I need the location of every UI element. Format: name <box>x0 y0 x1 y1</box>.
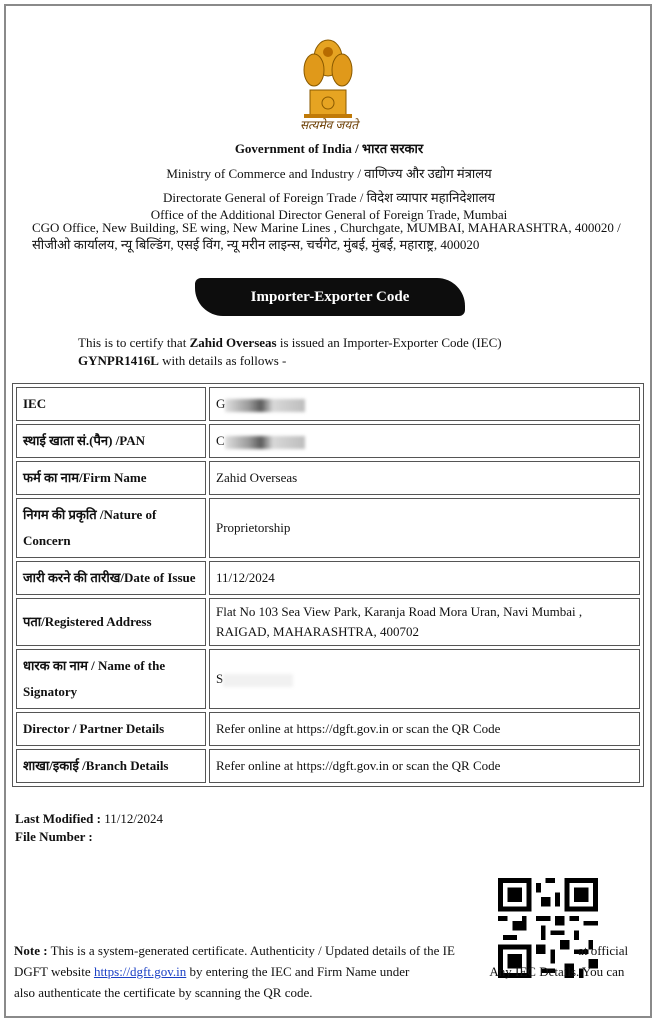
row-label: शाखा/इकाई /Branch Details <box>16 749 206 783</box>
table-row <box>16 598 640 646</box>
office: Office of the Additional Director General of Foreign Trade, Mumbai <box>150 207 508 222</box>
table-row <box>16 712 640 746</box>
row-label: IEC <box>16 387 206 421</box>
government-title: Government of India / भारत सरकार <box>234 141 424 156</box>
table-row <box>16 424 640 458</box>
row-value: C <box>209 424 640 458</box>
table-row <box>16 649 640 709</box>
dgft-link[interactable]: https://dgft.gov.in <box>93 964 187 979</box>
row-label: स्थाई खाता सं.(पैन) /PAN <box>16 424 206 458</box>
ministry: Ministry of Commerce and Industry / वाणिज्य और उद्योग मंत्रालय <box>166 166 492 181</box>
file-meta: Last Modified : 11/12/2024 File Number : <box>15 811 163 844</box>
row-label: पता/Registered Address <box>16 598 206 646</box>
certificate-title: Importer-Exporter Code <box>195 278 465 316</box>
table-row <box>16 387 640 421</box>
row-label: Director / Partner Details <box>16 712 206 746</box>
note: Note : This is a system-generated certificate. Authenticity / Updated details of the IE at official DGFT website https://dgft.gov.in by entering the IEC and Firm Name under Any IEC Details. You can also authenticate the certificate by scanning the QR code. <box>14 943 629 1000</box>
row-value: Zahid Overseas <box>209 461 640 495</box>
row-label: धारक का नाम / Name of the Signatory <box>16 649 206 709</box>
row-value: Proprietorship <box>209 498 640 558</box>
table-row <box>16 561 640 595</box>
motto: सत्यमेव जयते <box>299 118 359 132</box>
row-value: 11/12/2024 <box>209 561 640 595</box>
office-address: CGO Office, New Building, SE wing, New Marine Lines , Churchgate, MUMBAI, MAHARASHTRA, 400020 / सीजीओ कार्यालय, न्यू बिल्डिंग, एसई विंग, न्यू मरीन लाइन्स, चर्चगेट, मुंबई, मुंबई, महाराष्ट्र, 400020 <box>32 220 621 252</box>
table-row <box>16 461 640 495</box>
directorate: Directorate General of Foreign Trade / विदेश व्यापार महानिदेशालय <box>163 190 495 205</box>
row-value: Refer online at https://dgft.gov.in or scan the QR Code <box>209 749 640 783</box>
table-row <box>16 498 640 558</box>
details-table <box>12 383 644 787</box>
row-value: S <box>209 649 640 709</box>
certification-statement: This is to certify that Zahid Overseas is issued an Importer-Exporter Code (IEC) GYNPR1416L with details as follows - <box>78 335 502 368</box>
row-value: Flat No 103 Sea View Park, Karanja Road Mora Uran, Navi Mumbai , RAIGAD, MAHARASHTRA, 400702 <box>209 598 640 646</box>
row-label: फर्म का नाम/Firm Name <box>16 461 206 495</box>
row-label: निगम की प्रकृति /Nature of Concern <box>16 498 206 558</box>
row-value: G <box>209 387 640 421</box>
table-row <box>16 749 640 783</box>
row-label: जारी करने की तारीख/Date of Issue <box>16 561 206 595</box>
row-value: Refer online at https://dgft.gov.in or scan the QR Code <box>209 712 640 746</box>
